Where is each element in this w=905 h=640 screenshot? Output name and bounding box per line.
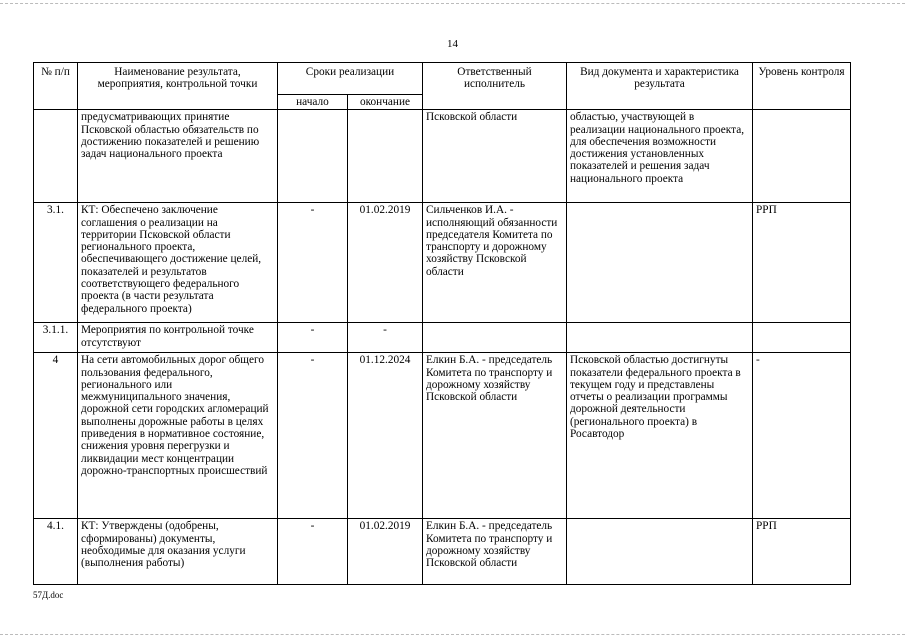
header-name: Наименование результата, мероприятия, контрольной точки xyxy=(78,63,278,110)
row-doc xyxy=(567,519,753,585)
table-row xyxy=(34,519,851,585)
table-row xyxy=(34,203,851,323)
page-number: 14 xyxy=(447,38,458,50)
header-num: № п/п xyxy=(34,63,78,110)
row-start: - xyxy=(278,353,348,519)
header-doc: Вид документа и характеристика результата xyxy=(567,63,753,110)
page-top-edge xyxy=(0,3,905,4)
header-end: окончание xyxy=(348,95,423,110)
row-end: 01.12.2024 xyxy=(348,353,423,519)
row-num: 3.1.1. xyxy=(34,323,78,353)
row-level xyxy=(753,110,851,203)
row-start xyxy=(278,110,348,203)
row-doc: Псковской областью достигнуты показатели федерального проекта в текущем году и представлены отчеты о реализации программы дорожной деятельности (регионального проекта) в Росавтодор xyxy=(567,353,753,519)
header-dates: Сроки реализации xyxy=(278,63,423,95)
table-row xyxy=(34,353,851,519)
row-start: - xyxy=(278,203,348,323)
row-name: Мероприятия по контрольной точке отсутствуют xyxy=(78,323,278,353)
row-end: 01.02.2019 xyxy=(348,203,423,323)
row-end: 01.02.2019 xyxy=(348,519,423,585)
row-name: предусматривающих принятие Псковской областью обязательств по достижению показателей и решению задач национального проекта xyxy=(78,110,278,203)
row-start: - xyxy=(278,323,348,353)
footer-filename: 57Д.doc xyxy=(33,590,64,600)
row-end: - xyxy=(348,323,423,353)
row-responsible: Сильченков И.А. - исполняющий обязанности председателя Комитета по транспорту и дорожному хозяйству Псковской области xyxy=(423,203,567,323)
row-num: 4.1. xyxy=(34,519,78,585)
row-responsible: Псковской области xyxy=(423,110,567,203)
row-name: КТ: Утверждены (одобрены, сформированы) документы, необходимые для оказания услуги (выполнения работы) xyxy=(78,519,278,585)
results-table xyxy=(33,62,851,585)
row-responsible: Елкин Б.А. - председатель Комитета по транспорту и дорожному хозяйству Псковской области xyxy=(423,519,567,585)
table-row xyxy=(34,323,851,353)
header-responsible: Ответственный исполнитель xyxy=(423,63,567,110)
row-num: 4 xyxy=(34,353,78,519)
row-doc: областью, участвующей в реализации национального проекта, для обеспечения возможности достижения установленных показателей и решения задач национального проекта xyxy=(567,110,753,203)
row-start: - xyxy=(278,519,348,585)
row-level: - xyxy=(753,353,851,519)
row-level: РРП xyxy=(753,203,851,323)
row-responsible: Елкин Б.А. - председатель Комитета по транспорту и дорожному хозяйству Псковской области xyxy=(423,353,567,519)
table-row xyxy=(34,110,851,203)
row-responsible xyxy=(423,323,567,353)
row-name: На сети автомобильных дорог общего пользования федерального, регионального или межмуниципального значения, дорожной сети городских агломераций выполнены дорожные работы в целях приведения в нормативное состояние, снижения уровня перегрузки и ликвидации мест концентрации дорожно-транспортных происшествий xyxy=(78,353,278,519)
row-end xyxy=(348,110,423,203)
header-level: Уровень контроля xyxy=(753,63,851,110)
row-num: 3.1. xyxy=(34,203,78,323)
row-name: КТ: Обеспечено заключение соглашения о реализации на территории Псковской области регионального проекта, обеспечивающего достижение целей, показателей и результатов соответствующего федерального проекта (в части результата федерального проекта) xyxy=(78,203,278,323)
page-bottom-edge xyxy=(0,634,905,635)
row-level: РРП xyxy=(753,519,851,585)
row-level xyxy=(753,323,851,353)
header-start: начало xyxy=(278,95,348,110)
row-num xyxy=(34,110,78,203)
row-doc xyxy=(567,203,753,323)
row-doc xyxy=(567,323,753,353)
